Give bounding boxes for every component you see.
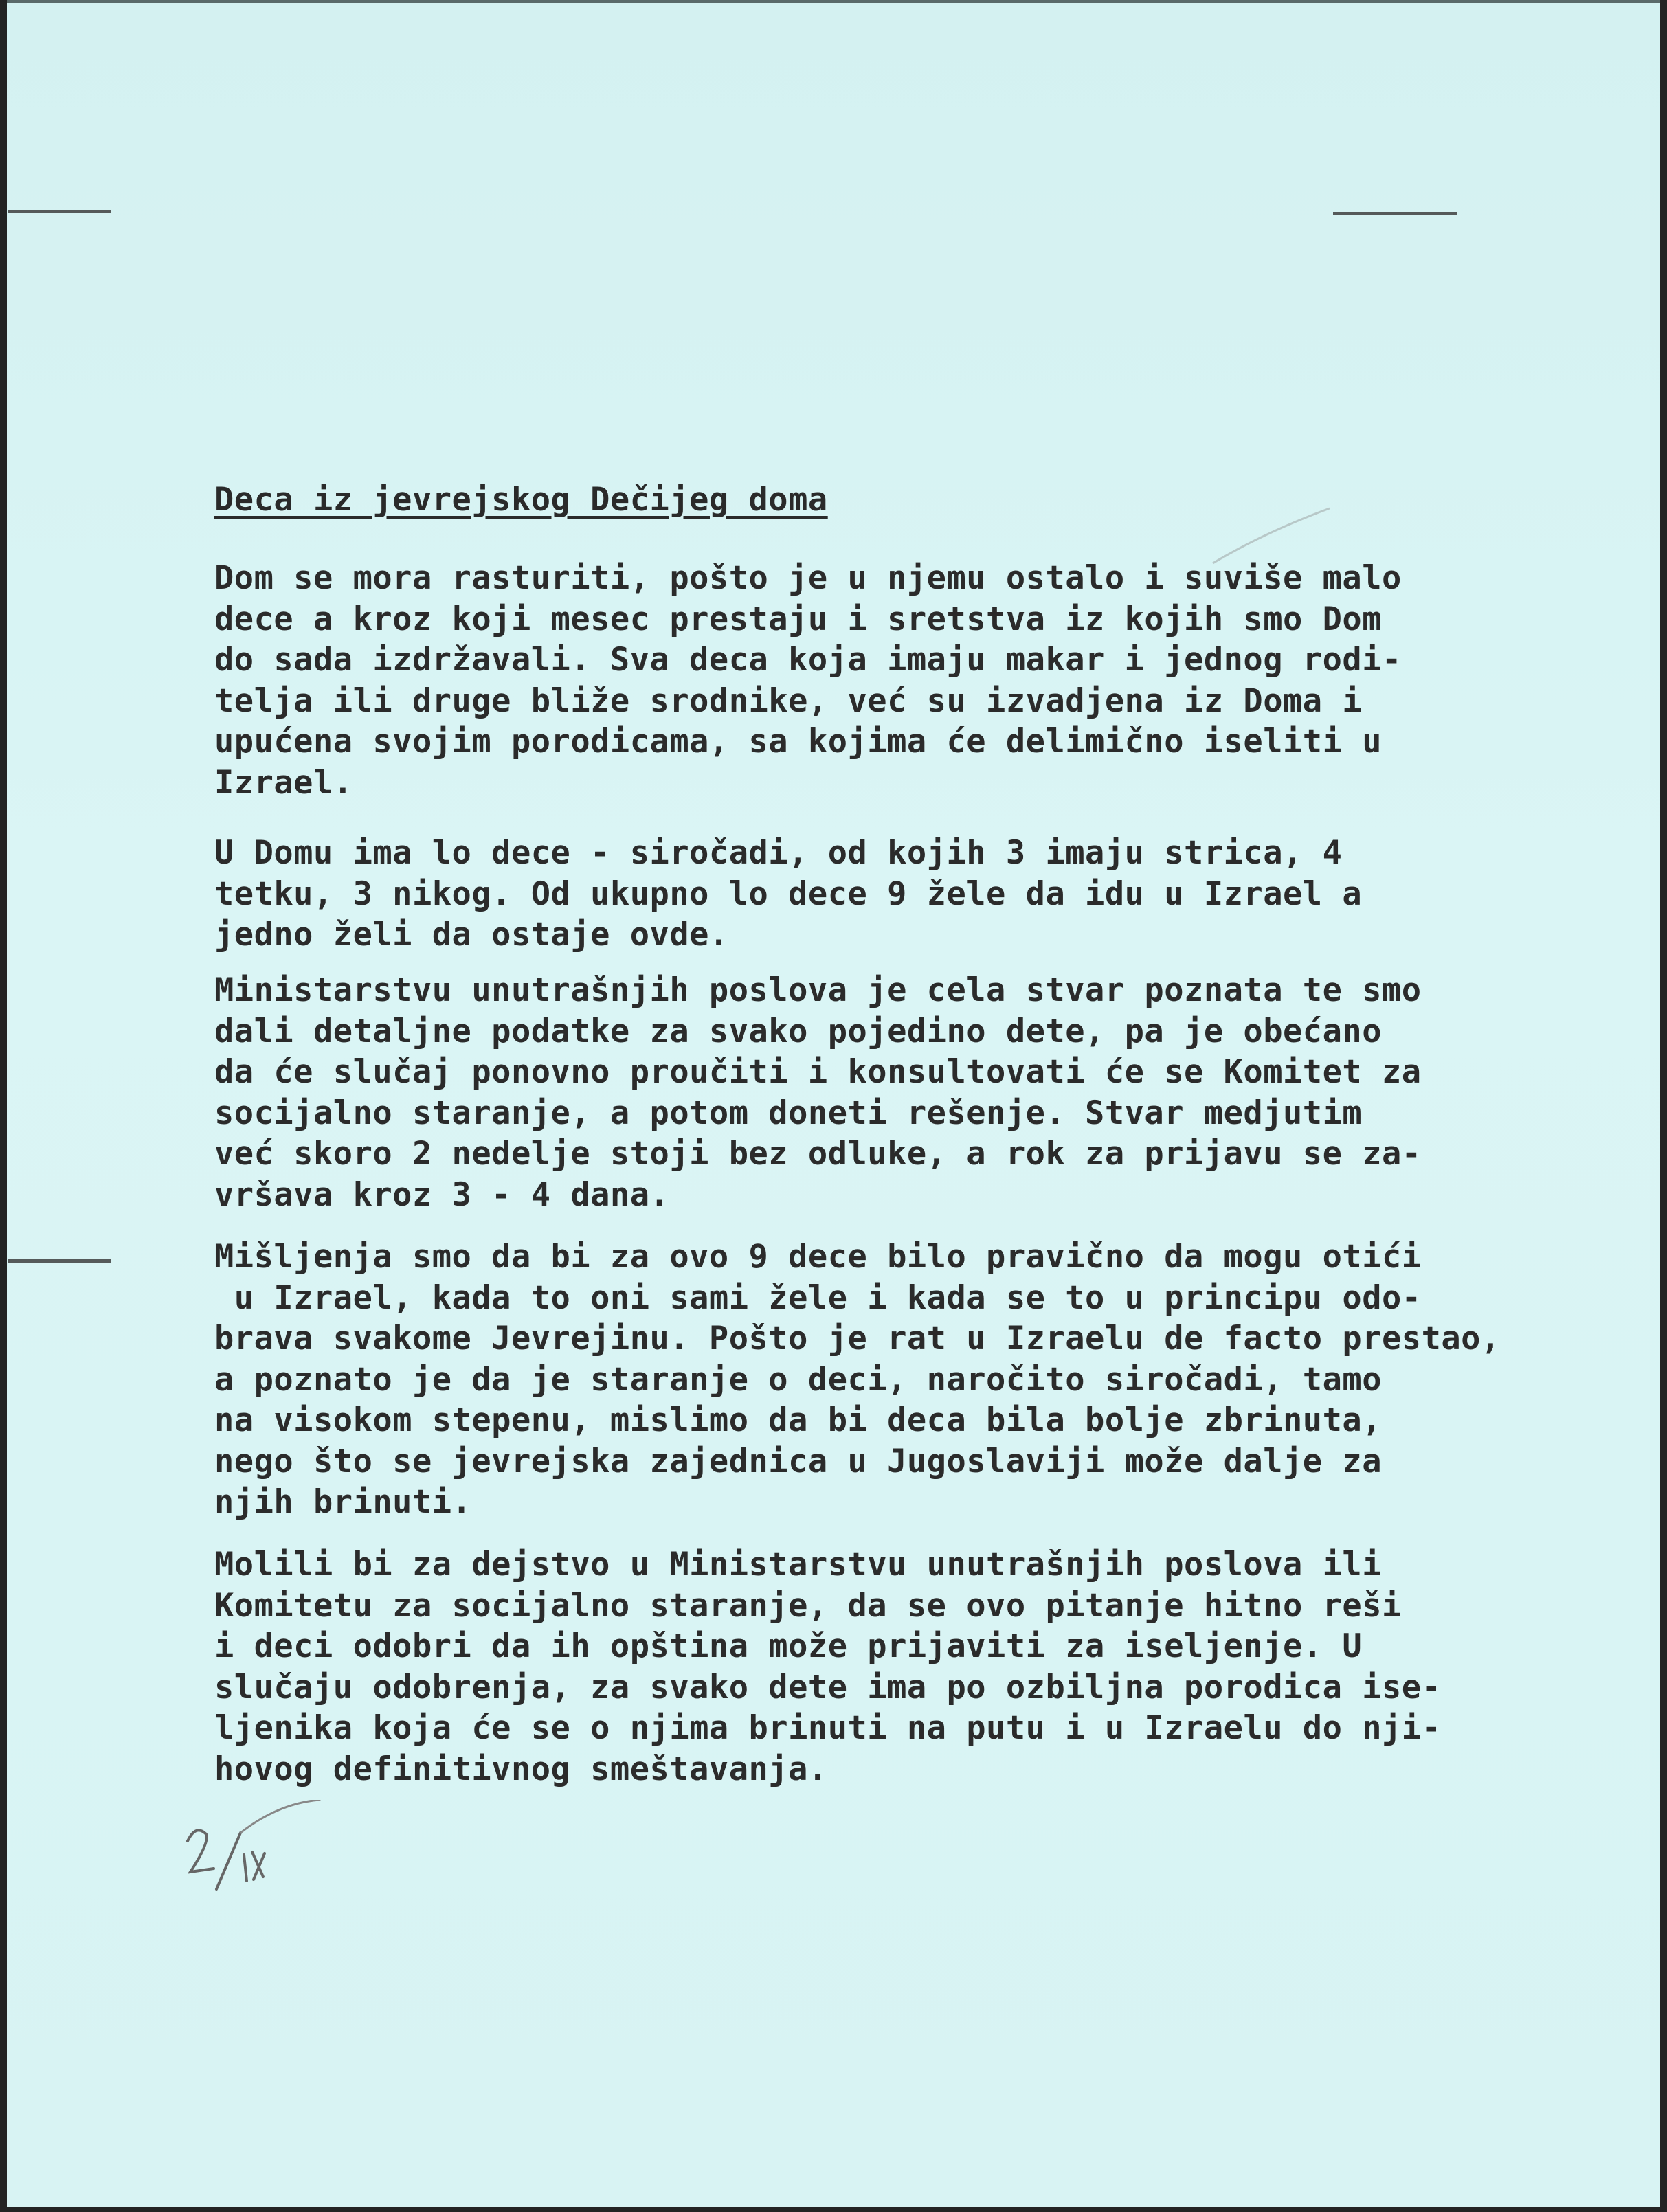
handwritten-note-2-ix xyxy=(175,1800,326,1917)
text-line: Ministarstvu unutrašnjih poslova je cela stvar poznata te smo xyxy=(214,971,1422,1009)
text-line: do sada izdržavali. Sva deca koja imaju makar i jednog rodi- xyxy=(214,641,1402,679)
text-line: već skoro 2 nedelje stoji bez odluke, a rok za prijavu se za- xyxy=(214,1135,1422,1173)
text-line: upućena svojim porodicama, sa kojima će delimično iseliti u xyxy=(214,723,1382,760)
fold-mark xyxy=(8,1259,111,1263)
scan-edge-bottom xyxy=(0,2207,1667,2212)
text-line: a poznato je da je staranje o deci, naročito siročadi, tamo xyxy=(214,1360,1382,1399)
text-line: na visokom stepenu, mislimo da bi deca bila bolje zbrinuta, xyxy=(214,1401,1382,1439)
text-line: u Izrael, kada to oni sami žele i kada se to u principu odo- xyxy=(214,1278,1422,1317)
text-line: ljenika koja će se o njima brinuti na putu i u Izraelu do nji- xyxy=(214,1709,1442,1747)
text-line: da će slučaj ponovno proučiti i konsultovati će se Komitet za xyxy=(214,1053,1422,1091)
text-line: Mišljenja smo da bi za ovo 9 dece bilo pravično da mogu otići xyxy=(214,1238,1422,1276)
text-line: hovog definitivnog smeštavanja. xyxy=(214,1750,828,1788)
text-line: U Domu ima lo dece - siročadi, od kojih 3 imaju strica, 4 xyxy=(214,834,1343,872)
document-title: Deca iz jevrejskog Dečijeg doma xyxy=(214,481,828,519)
text-line: i deci odobri da ih opština može prijaviti za iseljenje. U xyxy=(214,1627,1363,1665)
text-line: nego što se jevrejska zajednica u Jugoslaviji može dalje za xyxy=(214,1442,1382,1480)
text-line: dali detaljne podatke za svako pojedino dete, pa je obećano xyxy=(214,1012,1382,1050)
text-line: Komitetu za socijalno staranje, da se ovo pitanje hitno reši xyxy=(214,1586,1402,1625)
text-line: njih brinuti. xyxy=(214,1483,472,1521)
text-line: socijalno staranje, a potom doneti rešenje. Stvar medjutim xyxy=(214,1094,1363,1132)
fold-mark xyxy=(8,210,111,213)
text-line: tetku, 3 nikog. Od ukupno lo dece 9 žele da idu u Izrael a xyxy=(214,874,1363,913)
paragraph xyxy=(214,558,1402,803)
scan-edge-top xyxy=(0,0,1667,3)
text-line: slučaju odobrenja, za svako dete ima po ozbiljna porodica ise- xyxy=(214,1668,1442,1706)
text-line: jedno želi da ostaje ovde. xyxy=(214,916,729,953)
text-line: dece a kroz koji mesec prestaju i sretstva iz kojih smo Dom xyxy=(214,600,1382,638)
paragraph xyxy=(214,1237,1501,1523)
paragraph xyxy=(214,833,1362,956)
text-line: Izrael. xyxy=(214,763,353,802)
text-line: Dom se mora rasturiti, pošto je u njemu ostalo i suviše malo xyxy=(214,559,1402,597)
text-line: brava svakome Jevrejinu. Pošto je rat u Izraelu de facto prestao, xyxy=(214,1320,1501,1357)
scan-edge-right xyxy=(1660,0,1667,2212)
paragraph xyxy=(214,970,1422,1215)
text-line: Molili bi za dejstvo u Ministarstvu unutrašnjih poslova ili xyxy=(214,1546,1382,1583)
text-line: vršava kroz 3 - 4 dana. xyxy=(214,1175,670,1214)
text-line: telja ili druge bliže srodnike, već su izvadjena iz Doma i xyxy=(214,681,1363,720)
fold-mark xyxy=(1333,212,1457,215)
paragraph xyxy=(214,1544,1441,1790)
scan-edge-left xyxy=(0,0,7,2212)
